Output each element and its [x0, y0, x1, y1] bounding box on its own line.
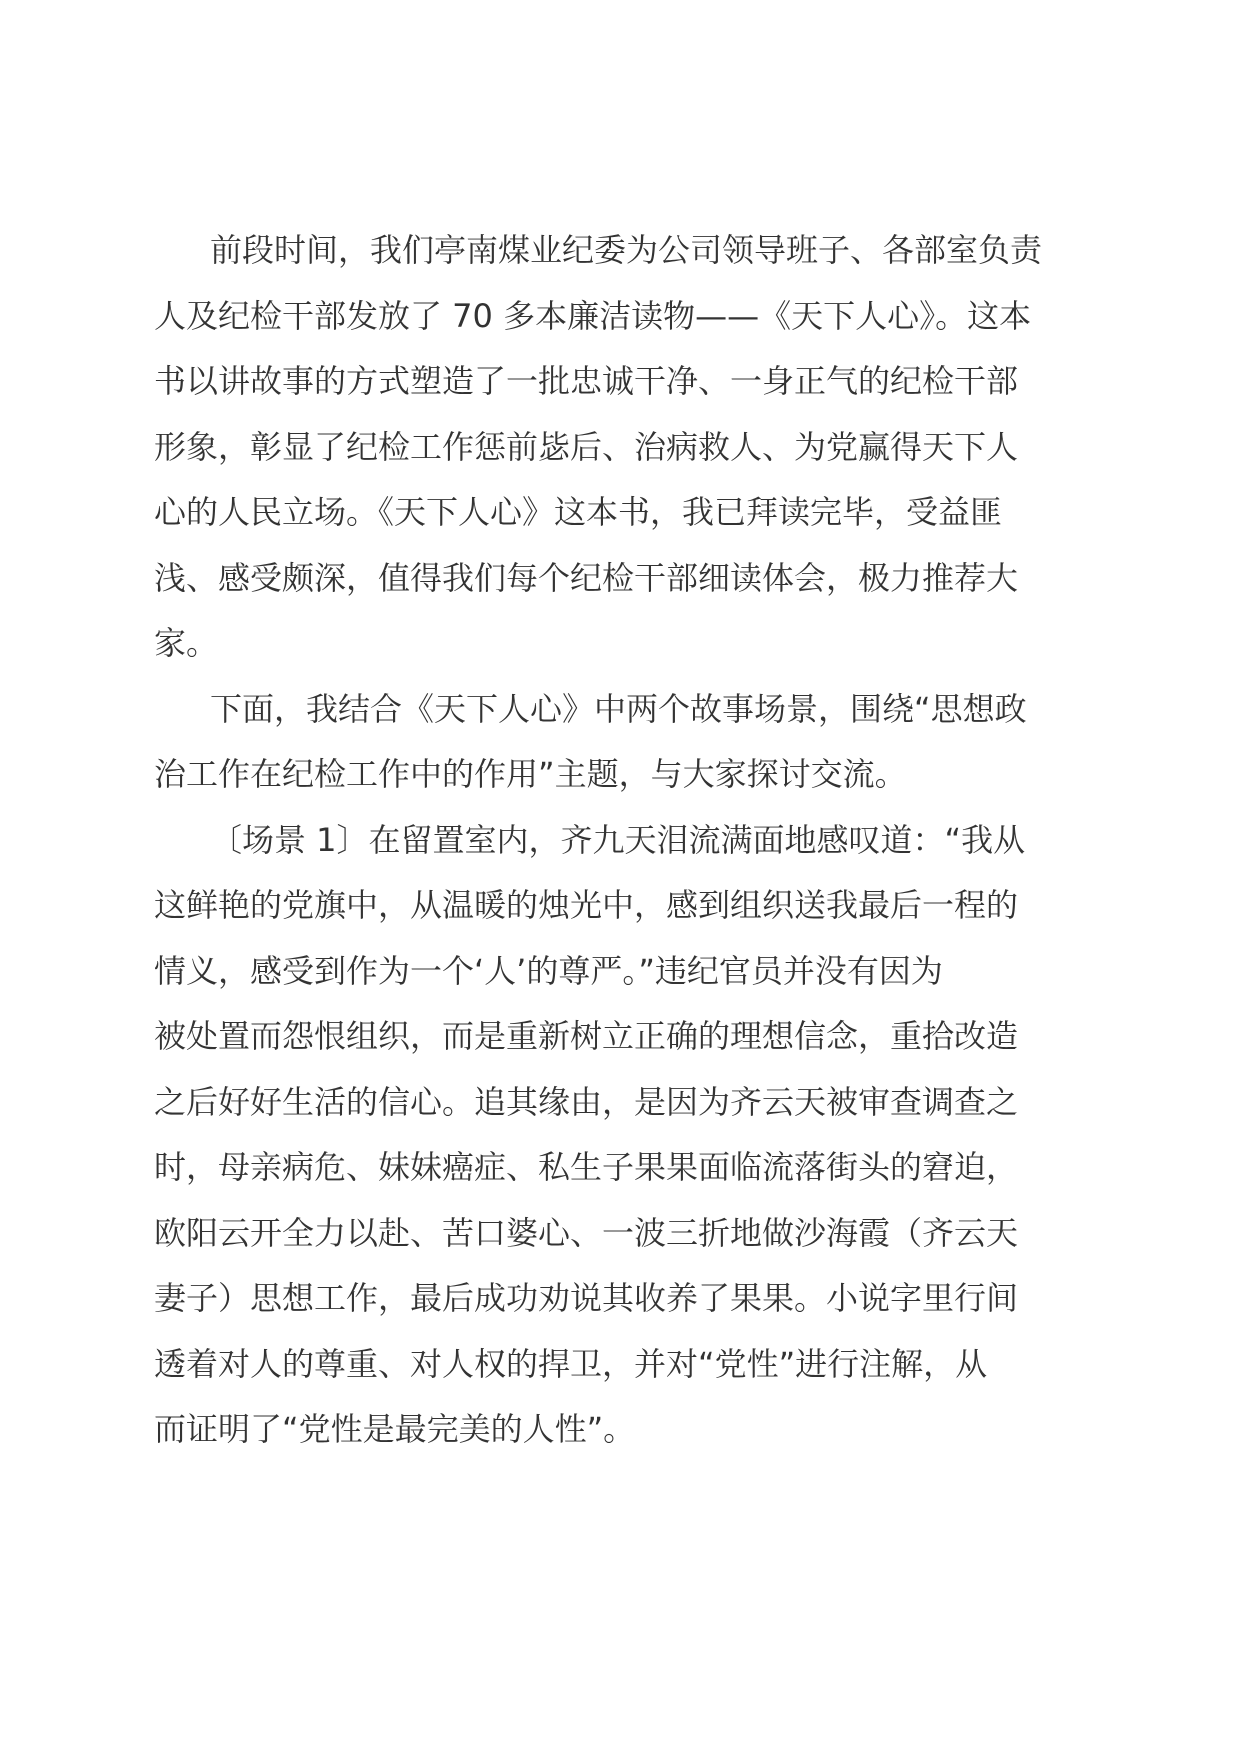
paragraph-theme: [154, 677, 1084, 808]
text-line: 下面，我结合《天下人心》中两个故事场景，围绕“思想政: [210, 689, 1027, 728]
text-line: 前段时间，我们亭南煤业纪委为公司领导班子、各部室负责: [210, 231, 1043, 269]
text-line: 治工作在纪检工作中的作用”主题，与大家探讨交流。: [154, 755, 907, 793]
paragraph-scene-1: [154, 808, 1084, 1463]
text-line: 〔场景 1〕在留置室内，齐九天泪流满面地感叹道：“我从: [210, 820, 1026, 859]
text-line: 形象，彰显了纪检工作惩前毖后、治病救人、为党赢得天下人: [154, 427, 1019, 466]
text-line: 欧阳云开全力以赴、苦口婆心、一波三折地做沙海霞（齐云天: [154, 1213, 1019, 1252]
text-line: 浅、感受颇深，值得我们每个纪检干部细读体会，极力推荐大: [154, 558, 1019, 597]
text-line: 被处置而怨恨组织，而是重新树立正确的理想信念，重拾改造: [154, 1017, 1019, 1055]
text-line: 家。: [154, 624, 219, 662]
text-line: 而证明了“党性是最完美的人性”。: [154, 1410, 636, 1448]
document-body: [154, 218, 1084, 1463]
text-line: 时，母亲病危、妹妹癌症、私生子果果面临流落街头的窘迫，: [154, 1148, 1019, 1186]
text-line: 之后好好生活的信心。追其缘由，是因为齐云天被审查调查之: [154, 1082, 1019, 1121]
text-line: 书以讲故事的方式塑造了一批忠诚干净、一身正气的纪检干部: [154, 362, 1019, 400]
text-line: 这鲜艳的党旗中，从温暖的烛光中，感到组织送我最后一程的: [154, 886, 1019, 924]
paragraph-intro: [154, 218, 1084, 677]
text-line: 情义，感受到作为一个‘人’的尊严。”违纪官员并没有因为: [154, 951, 943, 990]
text-line: 人及纪检干部发放了 70 多本廉洁读物——《天下人心》。这本: [154, 296, 1032, 335]
text-line: 心的人民立场。《天下人心》这本书，我已拜读完毕，受益匪: [154, 493, 1003, 531]
text-line: 妻子）思想工作，最后成功劝说其收养了果果。小说字里行间: [154, 1279, 1019, 1317]
text-line: 透着对人的尊重、对人权的捍卫，并对“党性”进行注解，从: [154, 1344, 988, 1383]
